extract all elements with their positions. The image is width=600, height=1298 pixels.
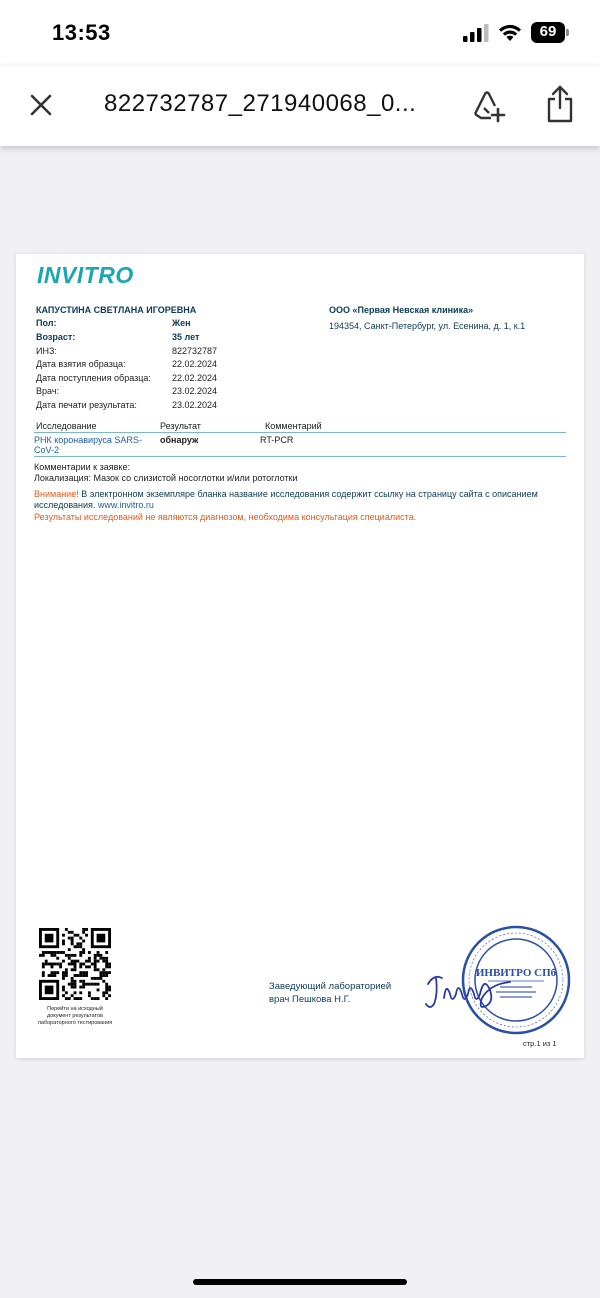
close-icon[interactable] [26,90,56,120]
page-number: стр.1 из 1 [523,1039,557,1048]
patient-value-inz: 822732787 [172,346,218,356]
patient-label-print-date: Дата печати результата: [36,400,137,410]
clinic-name: ООО «Первая Невская клиника» [329,305,474,315]
clinic-address: 194354, Санкт-Петербург, ул. Есенина, д. 1, к.1 [329,321,526,331]
attention-text: В электронном экземпляре бланка название исследования содержит ссылку на страницу сайта с описанием [78,489,538,499]
patient-value-age: 35 лет [172,332,200,342]
battery-indicator [531,22,569,43]
status-bar [0,0,600,66]
attention-line2: исследования. [34,500,98,510]
table-cell-test-line2[interactable]: CoV-2 [34,445,60,455]
status-time: 13:53 [52,20,111,45]
cellular-signal-icon [463,24,489,42]
patient-label-sex: Пол: [36,318,57,328]
qr-caption-line3: лабораторного тестирования [37,1020,113,1026]
table-header-divider [34,432,566,433]
table-header-result: Результат [160,421,201,431]
disclaimer-text: Результаты исследований не являются диагнозом, необходима консультация специалиста. [34,512,417,522]
wifi-icon [498,22,522,42]
share-icon[interactable] [544,84,576,124]
attention-notice-line2 [34,500,154,511]
site-link[interactable]: www.invitro.ru [97,500,154,510]
patient-label-receipt-date: Дата поступления образца: [36,373,151,383]
lab-head-title: Заведующий лабораторией [269,981,392,992]
home-indicator[interactable] [193,1279,407,1285]
comments-label: Комментарии к заявке: [34,462,130,472]
localization-text: Локализация: Мазок со слизистой носоглотки и/или ротоглотки [34,473,298,483]
table-cell-comment: RT-PCR [260,435,294,445]
invitro-logo: INVITRO [37,262,134,288]
patient-value-print-date: 23.02.2024 [172,400,218,410]
patient-name: КАПУСТИНА СВЕТЛАНА ИГОРЕВНА [36,305,197,315]
patient-label-sample-date: Дата взятия образца: [36,359,126,369]
patient-label-doctor: Врач: [36,386,60,396]
table-cell-test-line1[interactable]: РНК коронавируса SARS- [34,435,142,445]
patient-value-sample-date: 22.02.2024 [172,359,218,369]
attention-notice [34,489,538,500]
battery-level: 69 [539,23,557,40]
qr-code[interactable] [39,928,111,1000]
document-page[interactable] [16,254,584,1058]
qr-caption-line1: Перейти на исходный [47,1006,103,1012]
patient-value-doctor: 23.02.2024 [172,386,218,396]
file-title: 822732787_271940068_0... [104,90,417,117]
patient-value-sex: Жен [172,318,191,328]
qr-caption [36,1006,114,1027]
table-header-comment: Комментарий [265,421,322,431]
stamp-label: ИНВИТРО СПб [475,967,557,979]
signature-icon [420,964,530,1014]
patient-label-inz: ИНЗ: [36,346,57,356]
attention-word: Внимание! [34,489,79,499]
document-toolbar [0,66,600,146]
table-cell-result: обнаруж [160,435,199,445]
patient-label-age: Возраст: [36,332,76,342]
table-header-test: Исследование [36,421,97,431]
lab-head-name: врач Пешкова Н.Г. [269,994,351,1005]
qr-caption-line2: документ результатов [47,1013,103,1019]
table-row-divider [34,456,566,457]
patient-value-receipt-date: 22.02.2024 [172,373,218,383]
markup-icon[interactable] [471,88,507,124]
